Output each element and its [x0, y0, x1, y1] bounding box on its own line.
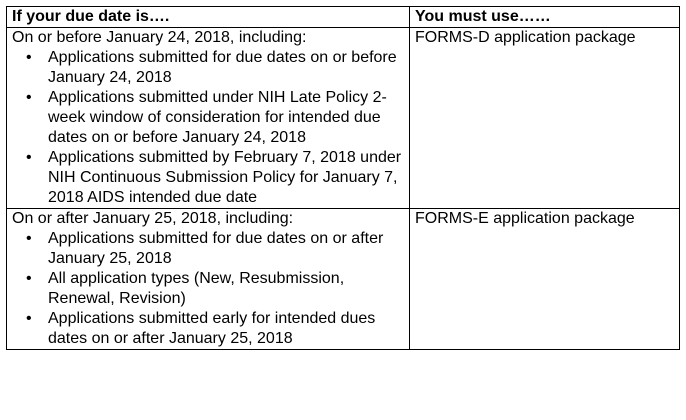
list-item-text: Applications submitted by February 7, 2018 under NIH Continuous Submission Policy for January 7, 2018 AIDS intended due date — [48, 149, 402, 206]
list-item-text: Applications submitted for due dates on or before January 24, 2018 — [48, 49, 397, 86]
bullet-icon: • — [26, 89, 32, 106]
due-date-cell — [7, 28, 410, 209]
list-item — [26, 88, 404, 148]
table-row — [7, 28, 680, 209]
forms-table — [6, 6, 680, 350]
header-must-use: You must use…… — [410, 7, 680, 28]
header-row — [7, 7, 680, 28]
list-item-text: Applications submitted under NIH Late Policy 2-week window of consideration for intended due dates on or before January 24, 2018 — [48, 89, 387, 146]
list-item — [26, 229, 404, 269]
form-cell — [410, 209, 680, 350]
bullet-icon: • — [26, 310, 32, 327]
form-package-name: FORMS-D application package — [415, 29, 636, 46]
row-intro: On or before January 24, 2018, including: — [12, 29, 307, 46]
form-cell — [410, 28, 680, 209]
table-row — [7, 209, 680, 350]
list-item-text: Applications submitted early for intended dues dates on or after January 25, 2018 — [48, 310, 376, 347]
bullet-icon: • — [26, 149, 32, 166]
bullet-icon: • — [26, 230, 32, 247]
list-item-text: Applications submitted for due dates on or after January 25, 2018 — [48, 230, 384, 267]
bullet-list — [12, 48, 404, 208]
list-item — [26, 269, 404, 309]
bullet-icon: • — [26, 49, 32, 66]
bullet-list — [12, 229, 404, 349]
row-intro: On or after January 25, 2018, including: — [12, 210, 294, 227]
list-item — [26, 309, 404, 349]
list-item — [26, 48, 404, 88]
header-due-date: If your due date is…. — [7, 7, 410, 28]
bullet-icon: • — [26, 270, 32, 287]
list-item-text: All application types (New, Resubmission, Renewal, Revision) — [48, 270, 345, 307]
list-item — [26, 148, 404, 208]
due-date-cell — [7, 209, 410, 350]
form-package-name: FORMS-E application package — [415, 210, 635, 227]
